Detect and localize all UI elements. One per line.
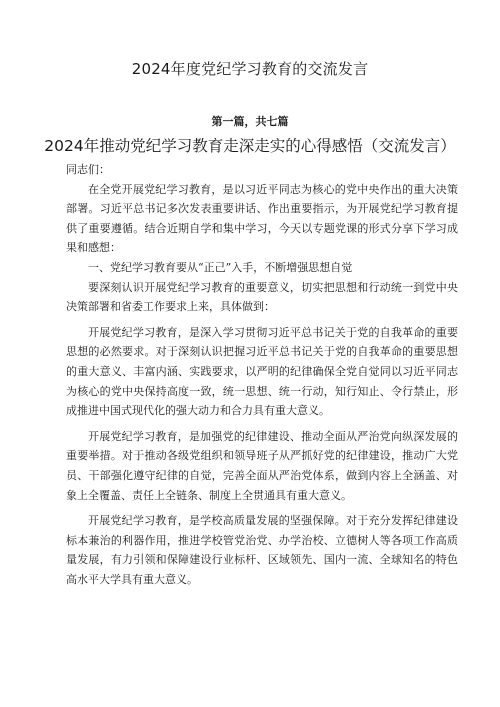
section-heading: 一、党纪学习教育要从“正己”入手，不断增强思想自觉 — [88, 260, 353, 274]
paragraph: 开展党纪学习教育，是学校高质量发展的坚强保障。对于充分发挥纪律建设标本兼治的利器作用，推进学校管党治党、办学治校、立德树人等各项工作高质量发展，有力引领和保障建设行业标杆、区域领先、国内一流、全球知名的特色高水平大学具有重大意义。 — [66, 514, 458, 586]
article-body — [66, 160, 458, 589]
article-title: 2024年推动党纪学习教育走深走实的心得感悟（交流发言） — [44, 137, 456, 155]
paragraph: 要深刻认识开展党纪学习教育的重要意义，切实把思想和行动统一到党中央决策部署和省委工作要求上来，具体做到： — [66, 280, 458, 314]
paragraph-intro: 在全党开展党纪学习教育，是以习近平同志为核心的党中央作出的重大决策部署。习近平总书记多次发表重要讲话、作出重要指示，为开展党纪学习教育提供了重要遵循。结合近期自学和集中学习，今天以专题党课的形式分享下学习成果和感想： — [66, 182, 458, 255]
paragraph: 开展党纪学习教育，是加强党的纪律建设、推动全面从严治党向纵深发展的重要举措。对于推动各级党组织和领导班子从严抓好党的纪律建设，推动广大党员、干部强化遵守纪律的自觉，完善全面从严治党体系，做到内容上全涵盖、对象上全覆盖、责任上全链条、制度上全贯通具有重大意义。 — [66, 429, 458, 502]
paragraph: 开展党纪学习教育，是深入学习贯彻习近平总书记关于党的自我革命的重要思想的必然要求。对于深刻认识把握习近平总书记关于党的自我革命的重要思想的重大意义、丰富内涵、实践要求，以严明的纪律确保全党自觉同以习近平同志为核心的党中央保持高度一致，统一思想、统一行动，知行知止、令行禁止，形成推进中国式现代化的强大动力和合力具有重大意义。 — [66, 325, 458, 418]
section-label: 第一篇，共七篇 — [211, 115, 289, 128]
document-title: 2024年度党纪学习教育的交流发言 — [131, 60, 369, 78]
salutation: 同志们： — [66, 163, 110, 176]
